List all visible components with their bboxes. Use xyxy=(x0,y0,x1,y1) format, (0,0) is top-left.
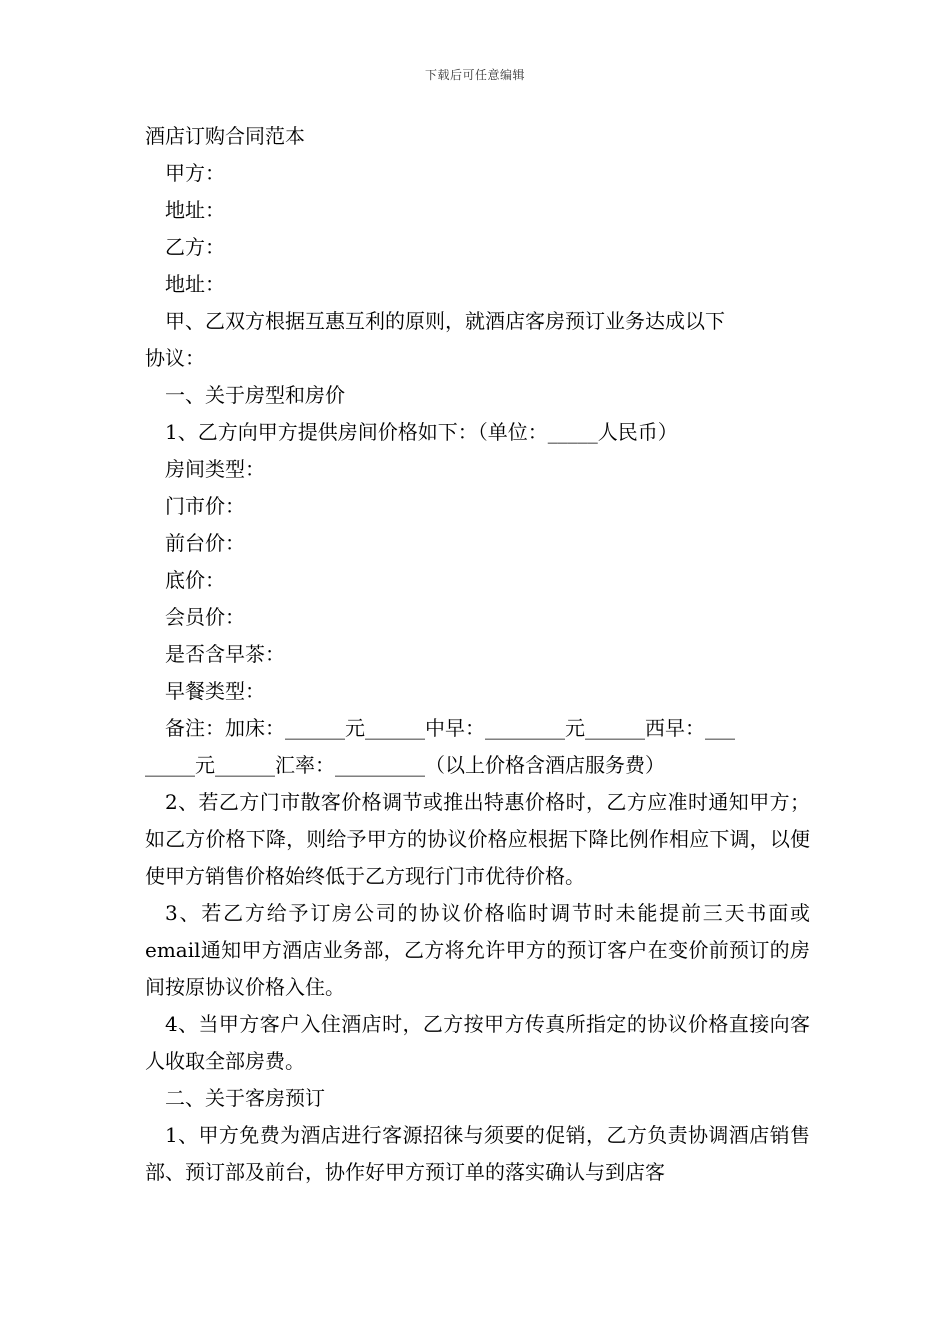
section-1-item-1: 1、乙方向甲方提供房间价格如下：（单位：_____人民币） xyxy=(165,420,678,444)
breakfast-tea-label: 是否含早茶： xyxy=(165,642,285,666)
address-a-label: 地址： xyxy=(165,198,225,222)
room-type-label: 房间类型： xyxy=(165,457,265,481)
rack-price-label: 门市价： xyxy=(165,494,245,518)
section-1-item-4: 4、当甲方客户入住酒店时，乙方按甲方传真所指定的协议价格直接向客人收取全部房费。 xyxy=(145,1012,810,1073)
section-1-item-2: 2、若乙方门市散客价格调节或推出特惠价格时，乙方应准时通知甲方；如乙方价格下降，则给予甲方的协议价格应根据下降比例作相应下调，以便使甲方销售价格始终低于乙方现行门市优待价格。 xyxy=(145,790,810,888)
base-price-label: 底价： xyxy=(165,568,225,592)
intro-paragraph-line2: 协议： xyxy=(145,346,205,370)
document-body xyxy=(145,118,810,1191)
page-header-note: 下载后可任意编辑 xyxy=(424,68,525,82)
address-b-label: 地址： xyxy=(165,272,225,296)
breakfast-type-label: 早餐类型： xyxy=(165,679,265,703)
remarks-line-1: 备注：加床：______元______中早：________元______西早：___ xyxy=(165,716,735,740)
section-1-title: 一、关于房型和房价 xyxy=(165,383,345,407)
remarks-line-2: _____元______汇率：_________（以上价格含酒店服务费） xyxy=(145,753,665,777)
party-a-label: 甲方： xyxy=(165,161,225,185)
section-2-title: 二、关于客房预订 xyxy=(165,1086,325,1110)
intro-paragraph-line1: 甲、乙双方根据互惠互利的原则，就酒店客房预订业务达成以下 xyxy=(165,309,725,333)
document-title: 酒店订购合同范本 xyxy=(145,124,305,148)
party-b-label: 乙方： xyxy=(165,235,225,259)
member-price-label: 会员价： xyxy=(165,605,245,629)
front-desk-price-label: 前台价： xyxy=(165,531,245,555)
section-2-item-1: 1、甲方免费为酒店进行客源招徕与须要的促销，乙方负责协调酒店销售部、预订部及前台，协作好甲方预订单的落实确认与到店客 xyxy=(145,1123,810,1184)
section-1-item-3: 3、若乙方给予订房公司的协议价格临时调节时未能提前三天书面或email通知甲方酒店业务部，乙方将允许甲方的预订客户在变价前预订的房间按原协议价格入住。 xyxy=(145,901,810,999)
